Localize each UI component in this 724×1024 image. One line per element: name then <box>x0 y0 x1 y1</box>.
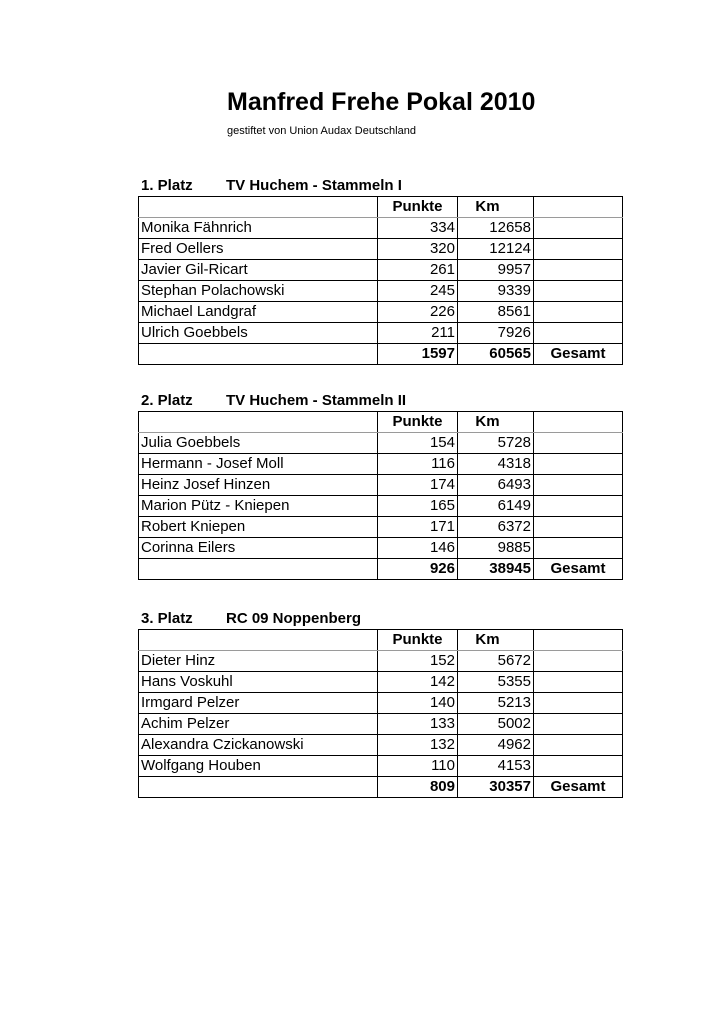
rider-name: Heinz Josef Hinzen <box>139 475 378 496</box>
total-punkte: 809 <box>378 777 458 798</box>
team-name: TV Huchem - Stammeln II <box>226 392 407 409</box>
rider-km: 5728 <box>458 433 534 454</box>
ranking-section-2 <box>138 390 622 580</box>
table-row <box>139 714 623 735</box>
empty-cell <box>139 559 378 580</box>
ranking-section-3 <box>138 608 622 798</box>
rider-punkte: 146 <box>378 538 458 559</box>
header-km: Km <box>458 412 534 433</box>
rider-name: Achim Pelzer <box>139 714 378 735</box>
rider-km: 7926 <box>458 323 534 344</box>
results-table <box>138 411 623 580</box>
rider-punkte: 174 <box>378 475 458 496</box>
rider-punkte: 154 <box>378 433 458 454</box>
rider-km: 12658 <box>458 218 534 239</box>
header-name-cell <box>139 412 378 433</box>
section-heading <box>138 175 622 196</box>
empty-cell <box>534 281 623 302</box>
team-name: RC 09 Noppenberg <box>226 610 362 627</box>
table-row <box>139 475 623 496</box>
empty-cell <box>534 475 623 496</box>
total-label: Gesamt <box>534 344 623 365</box>
rider-name: Marion Pütz - Kniepen <box>139 496 378 517</box>
table-row <box>139 260 623 281</box>
total-punkte: 1597 <box>378 344 458 365</box>
table-row <box>139 239 623 260</box>
rider-punkte: 334 <box>378 218 458 239</box>
place-label: 2. Platz <box>141 392 193 409</box>
total-km: 38945 <box>458 559 534 580</box>
total-label: Gesamt <box>534 777 623 798</box>
results-table <box>138 196 623 365</box>
rider-name: Alexandra Czickanowski <box>139 735 378 756</box>
page-title: Manfred Frehe Pokal 2010 <box>227 88 536 116</box>
header-punkte: Punkte <box>378 630 458 651</box>
page-subtitle: gestiftet von Union Audax Deutschland <box>227 125 416 137</box>
empty-cell <box>534 735 623 756</box>
rider-name: Corinna Eilers <box>139 538 378 559</box>
section-heading <box>138 390 622 411</box>
rider-punkte: 133 <box>378 714 458 735</box>
empty-cell <box>534 302 623 323</box>
empty-cell <box>534 218 623 239</box>
rider-name: Dieter Hinz <box>139 651 378 672</box>
rider-name: Wolfgang Houben <box>139 756 378 777</box>
total-km: 30357 <box>458 777 534 798</box>
rider-km: 4962 <box>458 735 534 756</box>
header-empty-cell <box>534 197 623 218</box>
table-row <box>139 323 623 344</box>
header-punkte: Punkte <box>378 197 458 218</box>
header-empty-cell <box>534 412 623 433</box>
rider-punkte: 171 <box>378 517 458 538</box>
table-row <box>139 302 623 323</box>
section-heading <box>138 608 622 629</box>
header-punkte: Punkte <box>378 412 458 433</box>
table-header-row <box>139 412 623 433</box>
rider-punkte: 152 <box>378 651 458 672</box>
rider-km: 5355 <box>458 672 534 693</box>
header-km: Km <box>458 197 534 218</box>
rider-km: 5002 <box>458 714 534 735</box>
rider-name: Ulrich Goebbels <box>139 323 378 344</box>
empty-cell <box>534 239 623 260</box>
empty-cell <box>534 538 623 559</box>
empty-cell <box>534 756 623 777</box>
table-row <box>139 756 623 777</box>
rider-name: Michael Landgraf <box>139 302 378 323</box>
empty-cell <box>534 517 623 538</box>
rider-km: 4318 <box>458 454 534 475</box>
rider-km: 6493 <box>458 475 534 496</box>
team-name: TV Huchem - Stammeln I <box>226 177 402 194</box>
header-name-cell <box>139 630 378 651</box>
table-row <box>139 281 623 302</box>
total-label: Gesamt <box>534 559 623 580</box>
rider-km: 6372 <box>458 517 534 538</box>
results-table <box>138 629 623 798</box>
total-punkte: 926 <box>378 559 458 580</box>
table-row <box>139 538 623 559</box>
rider-punkte: 110 <box>378 756 458 777</box>
table-row <box>139 672 623 693</box>
rider-name: Julia Goebbels <box>139 433 378 454</box>
table-row <box>139 218 623 239</box>
empty-cell <box>534 672 623 693</box>
table-row <box>139 517 623 538</box>
rider-punkte: 226 <box>378 302 458 323</box>
place-label: 1. Platz <box>141 177 193 194</box>
empty-cell <box>534 260 623 281</box>
total-row <box>139 777 623 798</box>
rider-km: 8561 <box>458 302 534 323</box>
header-name-cell <box>139 197 378 218</box>
empty-cell <box>534 714 623 735</box>
empty-cell <box>534 693 623 714</box>
empty-cell <box>534 651 623 672</box>
place-label: 3. Platz <box>141 610 193 627</box>
total-row <box>139 344 623 365</box>
rider-km: 9957 <box>458 260 534 281</box>
rider-name: Javier Gil-Ricart <box>139 260 378 281</box>
rider-name: Robert Kniepen <box>139 517 378 538</box>
rider-km: 5672 <box>458 651 534 672</box>
table-header-row <box>139 197 623 218</box>
rider-punkte: 211 <box>378 323 458 344</box>
rider-name: Fred Oellers <box>139 239 378 260</box>
empty-cell <box>139 344 378 365</box>
ranking-section-1 <box>138 175 622 365</box>
rider-km: 9339 <box>458 281 534 302</box>
rider-km: 12124 <box>458 239 534 260</box>
rider-punkte: 245 <box>378 281 458 302</box>
empty-cell <box>534 496 623 517</box>
rider-km: 6149 <box>458 496 534 517</box>
rider-km: 9885 <box>458 538 534 559</box>
rider-km: 4153 <box>458 756 534 777</box>
table-header-row <box>139 630 623 651</box>
rider-name: Stephan Polachowski <box>139 281 378 302</box>
rider-name: Monika Fähnrich <box>139 218 378 239</box>
table-row <box>139 735 623 756</box>
rider-punkte: 261 <box>378 260 458 281</box>
empty-cell <box>534 323 623 344</box>
rider-name: Irmgard Pelzer <box>139 693 378 714</box>
rider-punkte: 165 <box>378 496 458 517</box>
table-row <box>139 651 623 672</box>
rider-name: Hans Voskuhl <box>139 672 378 693</box>
table-row <box>139 496 623 517</box>
table-row <box>139 693 623 714</box>
table-row <box>139 433 623 454</box>
rider-punkte: 140 <box>378 693 458 714</box>
table-row <box>139 454 623 475</box>
rider-km: 5213 <box>458 693 534 714</box>
rider-punkte: 116 <box>378 454 458 475</box>
rider-name: Hermann - Josef Moll <box>139 454 378 475</box>
rider-punkte: 142 <box>378 672 458 693</box>
total-row <box>139 559 623 580</box>
empty-cell <box>534 454 623 475</box>
empty-cell <box>534 433 623 454</box>
rider-punkte: 132 <box>378 735 458 756</box>
rider-punkte: 320 <box>378 239 458 260</box>
empty-cell <box>139 777 378 798</box>
header-km: Km <box>458 630 534 651</box>
header-empty-cell <box>534 630 623 651</box>
total-km: 60565 <box>458 344 534 365</box>
